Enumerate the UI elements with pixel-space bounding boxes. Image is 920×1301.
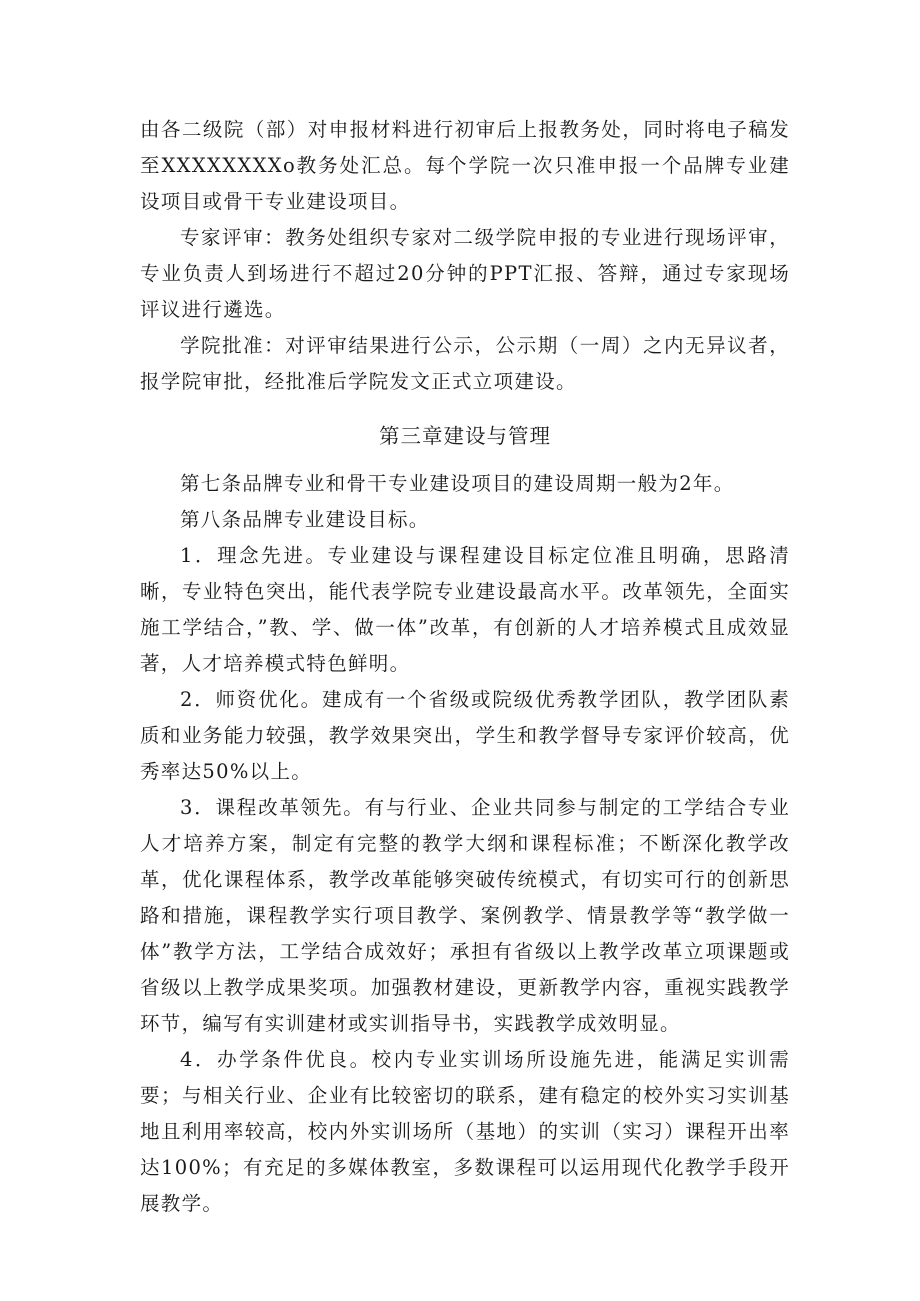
paragraph-item-1: 1．理念先进。专业建设与课程建设目标定位准且明确，思路清晰，专业特色突出，能代表学院专业建设最高水平。改革领先，全面实施工学结合，”教、学、做一体”改革，有创新的人才培养模式且成效显著，人才培养模式特色鲜明。	[140, 544, 790, 675]
paragraph-item-2: 2．师资优化。建成有一个省级或院级优秀教学团队，教学团队素质和业务能力较强，教学效果突出，学生和教学督导专家评价较高，优秀率达50%以上。	[140, 688, 790, 783]
paragraph-expert-review: 专家评审：教务处组织专家对二级学院申报的专业进行现场评审，专业负责人到场进行不超过20分钟的PPT汇报、答辩，通过专家现场评议进行遴选。	[140, 226, 790, 321]
paragraph-article-8: 第八条品牌专业建设目标。	[180, 508, 430, 531]
paragraph-college-approval: 学院批准：对评审结果进行公示，公示期（一周）之内无异议者，报学院审批，经批准后学院发文正式立项建设。	[140, 334, 790, 393]
paragraph-item-4: 4．办学条件优良。校内专业实训场所设施先进，能满足实训需要；与相关行业、企业有比较密切的联系，建有稳定的校外实习实训基地且利用率较高，校内外实训场所（基地）的实训（实习）课程开出率达100%；有充足的多媒体教室，多数课程可以运用现代化教学手段开展教学。	[140, 1048, 790, 1215]
paragraph-submission: 由各二级院（部）对申报材料进行初审后上报教务处，同时将电子稿发至XXXXXXXXo教务处汇总。每个学院一次只准申报一个品牌专业建设项目或骨干专业建设项目。	[140, 118, 790, 213]
paragraph-item-3: 3．课程改革领先。有与行业、企业共同参与制定的工学结合专业人才培养方案，制定有完整的教学大纲和课程标准；不断深化教学改革，优化课程体系，教学改革能够突破传统模式，有切实可行的创新思路和措施，课程教学实行项目教学、案例教学、情景教学等“教学做一体”教学方法，工学结合成效好；承担有省级以上教学改革立项课题或省级以上教学成果奖项。加强教材建设，更新教学内容，重视实践教学环节，编写有实训建材或实训指导书，实践教学成效明显。	[140, 796, 790, 1035]
document-page	[140, 112, 790, 1222]
chapter-heading: 第三章建设与管理	[379, 424, 551, 448]
paragraph-article-7: 第七条品牌专业和骨干专业建设项目的建设周期一般为2年。	[180, 472, 735, 495]
